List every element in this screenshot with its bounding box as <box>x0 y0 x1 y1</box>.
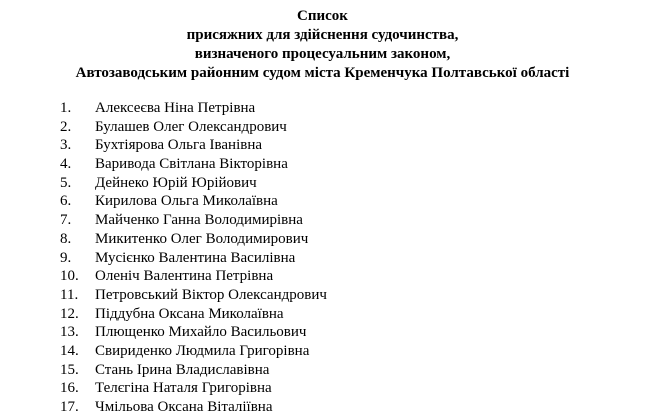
list-item-number: 1. <box>60 100 72 116</box>
heading-subtitle-line-1: присяжних для здійснення судочинства, <box>186 27 459 43</box>
list-item-name: Бухтіярова Ольга Іванівна <box>95 137 262 154</box>
list-item-name: Плющенко Михайло Васильович <box>95 324 307 341</box>
list-item-number: 7. <box>60 212 72 229</box>
list-item-number: 10. <box>60 268 79 285</box>
list-item-name: Свириденко Людмила Григорівна <box>95 342 310 359</box>
list-item-name: Кирилова Ольга Миколаївна <box>95 193 278 210</box>
list-item-name: Дейнеко Юрій Юрійович <box>95 174 257 191</box>
heading-subtitle-line-2: визначеного процесуальним законом, <box>194 46 451 62</box>
list-item-number: 13. <box>60 324 79 341</box>
list-item-number: 14. <box>60 342 79 359</box>
heading-subtitle-line-3: Автозаводським районним судом міста Кременчука Полтавської області <box>75 65 570 81</box>
list-item-number: 12. <box>60 305 79 322</box>
list-item-name: Микитенко Олег Володимирович <box>95 230 309 247</box>
list-item-number: 2. <box>60 118 72 135</box>
list-item-name: Булашев Олег Олександрович <box>95 118 287 135</box>
list-item-number: 3. <box>60 137 72 154</box>
list-item-number: 15. <box>60 361 79 378</box>
list-item-number: 17. <box>60 399 79 415</box>
list-item-name: Оленіч Валентина Петрівна <box>95 268 274 285</box>
list-item-name: Мусієнко Валентина Василівна <box>95 249 296 266</box>
list-item-name: Стань Ірина Владиславівна <box>95 361 270 378</box>
list-item-name: Телєгіна Наталя Григорівна <box>95 380 272 397</box>
list-item-number: 4. <box>60 156 72 173</box>
list-item-name: Майченко Ганна Володимирівна <box>95 212 303 229</box>
list-item-number: 16. <box>60 380 79 397</box>
list-item-name: Петровський Віктор Олександрович <box>95 286 327 303</box>
list-item-name: Алексеєва Ніна Петрівна <box>95 100 256 116</box>
list-item-number: 5. <box>60 174 72 191</box>
list-item-name: Чмільова Оксана Віталіївна <box>95 399 273 415</box>
list-item-name: Варивода Світлана Вікторівна <box>95 156 288 173</box>
list-item-number: 11. <box>60 286 79 303</box>
document-heading <box>0 7 645 83</box>
list-item-number: 8. <box>60 230 72 247</box>
list-item-name: Піддубна Оксана Миколаївна <box>95 305 284 322</box>
list-item-number: 9. <box>60 249 72 266</box>
list-item-number: 6. <box>60 193 72 210</box>
heading-title: Список <box>297 8 348 24</box>
